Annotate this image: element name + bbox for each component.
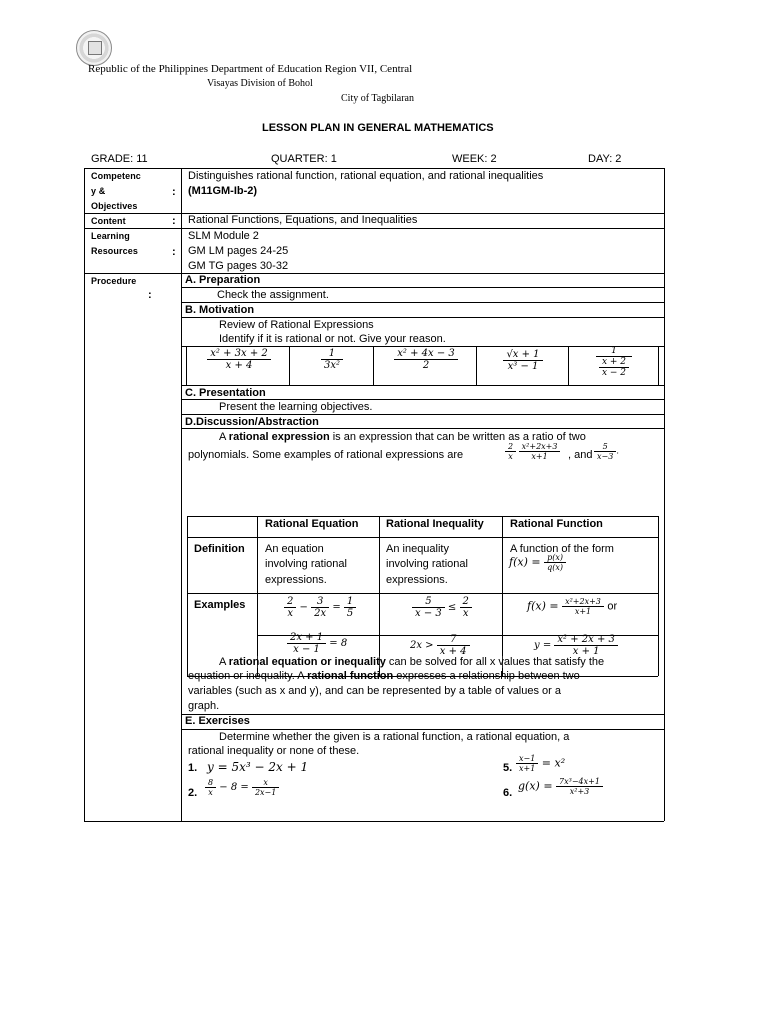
def-inequality-line: An inequality <box>386 543 449 555</box>
example-function-1: f(x) = $\frac{\text{x²+2x+3}}{x+1}$ or <box>527 597 618 616</box>
def-function-text: A function of the form <box>510 543 614 555</box>
def-inequality-line: involving rational <box>386 558 468 570</box>
content-label: Content <box>91 216 126 226</box>
exercise-number: 5. <box>503 762 513 774</box>
motivation-expression-2: $\frac{1}{\text{3x²}}$ <box>292 348 372 371</box>
header-line-1: Republic of the Philippines Department of Education Region VII, Central <box>88 63 413 75</box>
def-inequality-line: expressions. <box>386 574 448 586</box>
preparation-text: Check the assignment. <box>217 289 329 301</box>
exercise-2-expression: $\frac{8}{x}$ − 8 = $\frac{x}{2x-1}$ <box>205 778 279 797</box>
resources-label-2: Resources <box>91 246 138 256</box>
exercise-number: 6. <box>503 787 513 799</box>
discussion-paragraph-2-line-2: equation or inequality. A rational function expresses a relationship between two <box>188 670 580 682</box>
motivation-text-2: Identify if it is rational or not. Give your reason. <box>219 333 446 345</box>
motivation-title: B. Motivation <box>185 304 255 316</box>
header-rational-inequality: Rational Inequality <box>386 518 484 530</box>
header-rational-equation: Rational Equation <box>265 518 359 530</box>
exercise-1-expression: y = 5x³ − 2x + 1 <box>207 760 309 774</box>
motivation-text-1: Review of Rational Expressions <box>219 319 374 331</box>
resources-colon: : <box>172 246 176 258</box>
motivation-expression-5: $\frac{1}{\frac{x + 2}{x - 2}}$ <box>570 346 658 378</box>
day-label: DAY: 2 <box>588 153 622 165</box>
competency-label-3: Objectives <box>91 201 138 211</box>
exercise-number: 1. <box>188 762 198 774</box>
def-equation-line: expressions. <box>265 574 327 586</box>
procedure-colon: : <box>148 289 152 301</box>
discussion-paragraph-2-line-1: A rational equation or inequality can be solved for all x values that satisfy the <box>219 656 605 668</box>
example-expression-1: $\frac{2}{x}$ $\frac{\text{x²+2x+3}}{x+1}$ <box>505 442 560 461</box>
exercise-6-expression: g(x) = $\frac{\text{7x³−4x+1}}{\text{x²+3}}$ <box>518 777 603 796</box>
discussion-title: D.Discussion/Abstraction <box>185 416 319 428</box>
motivation-expression-1: $\frac{\text{x² + 3x + 2}}{x + 4}$ <box>190 348 288 371</box>
def-function-formula: f(x) = $\frac{p(x)}{q(x)}$ <box>509 553 566 572</box>
discussion-paragraph-1-line-2: polynomials. Some examples of rational expressions are <box>188 449 464 461</box>
examples-label: Examples <box>194 599 246 611</box>
resource-item: GM TG pages 30-32 <box>188 260 289 272</box>
grade-label: GRADE: 11 <box>91 153 148 165</box>
presentation-title: C. Presentation <box>185 387 266 399</box>
competency-text: Distinguishes rational function, rational equation, and rational inequalities <box>188 170 544 182</box>
competency-colon: : <box>172 186 176 198</box>
preparation-title: A. Preparation <box>185 274 261 286</box>
procedure-label: Procedure <box>91 276 137 286</box>
discussion-paragraph-2-line-4: graph. <box>188 700 220 712</box>
def-equation-line: involving rational <box>265 558 347 570</box>
content-text: Rational Functions, Equations, and Inequalities <box>188 214 418 226</box>
exercises-text-2: rational inequality or none of these. <box>188 745 360 757</box>
discussion-paragraph-1-line-1: A rational expression is an expression that can be written as a ratio of two <box>219 431 586 443</box>
resource-item: GM LM pages 24-25 <box>188 245 289 257</box>
quarter-label: QUARTER: 1 <box>271 153 337 165</box>
exercise-5-expression: $\frac{x-1}{x+1}$ = x² <box>516 754 565 773</box>
header-line-2: Visayas Division of Bohol <box>207 78 313 89</box>
example-equation-1: $\frac{2}{x}$ − $\frac{3}{2x}$ = $\frac{1}{5}$ <box>284 596 356 619</box>
competency-code: (M11GM-Ib-2) <box>188 185 258 197</box>
competency-label-2: y & <box>91 186 106 196</box>
content-colon: : <box>172 215 176 227</box>
week-label: WEEK: 2 <box>452 153 497 165</box>
and-text: , and <box>568 449 593 461</box>
resources-label-1: Learning <box>91 231 130 241</box>
header-rational-function: Rational Function <box>510 518 603 530</box>
def-equation-line: An equation <box>265 543 324 555</box>
page-title: LESSON PLAN IN GENERAL MATHEMATICS <box>262 122 494 134</box>
motivation-expression-4: $\frac{√x + 1}{\text{x³ − 1}}$ <box>478 349 568 372</box>
exercise-number: 2. <box>188 787 198 799</box>
exercises-title: E. Exercises <box>185 715 250 727</box>
example-inequality-2: 2x > $\frac{7}{x + 4}$ <box>410 634 470 657</box>
exercises-text-1: Determine whether the given is a rational function, a rational equation, a <box>219 731 570 743</box>
example-function-2: y = $\frac{\text{x² + 2x + 3}}{x + 1}$ <box>534 634 618 657</box>
discussion-paragraph-2-line-3: variables (such as x and y), and can be represented by a table of values or a <box>188 685 561 697</box>
motivation-expression-3: $\frac{\text{x² + 4x − 3}}{2}$ <box>376 348 476 371</box>
presentation-text: Present the learning objectives. <box>219 401 373 413</box>
example-expression-2: $\frac{5}{x-3}$ . <box>594 442 619 461</box>
example-inequality-1: $\frac{5}{x - 3}$ ≤ $\frac{2}{x}$ <box>412 596 472 619</box>
deped-seal-logo <box>76 30 112 66</box>
resource-item: SLM Module 2 <box>188 230 259 242</box>
definition-label: Definition <box>194 543 245 555</box>
header-line-3: City of Tagbilaran <box>341 93 414 104</box>
competency-label-1: Competenc <box>91 171 141 181</box>
example-equation-2: $\frac{2x + 1}{x - 1}$ = 8 <box>287 632 347 655</box>
